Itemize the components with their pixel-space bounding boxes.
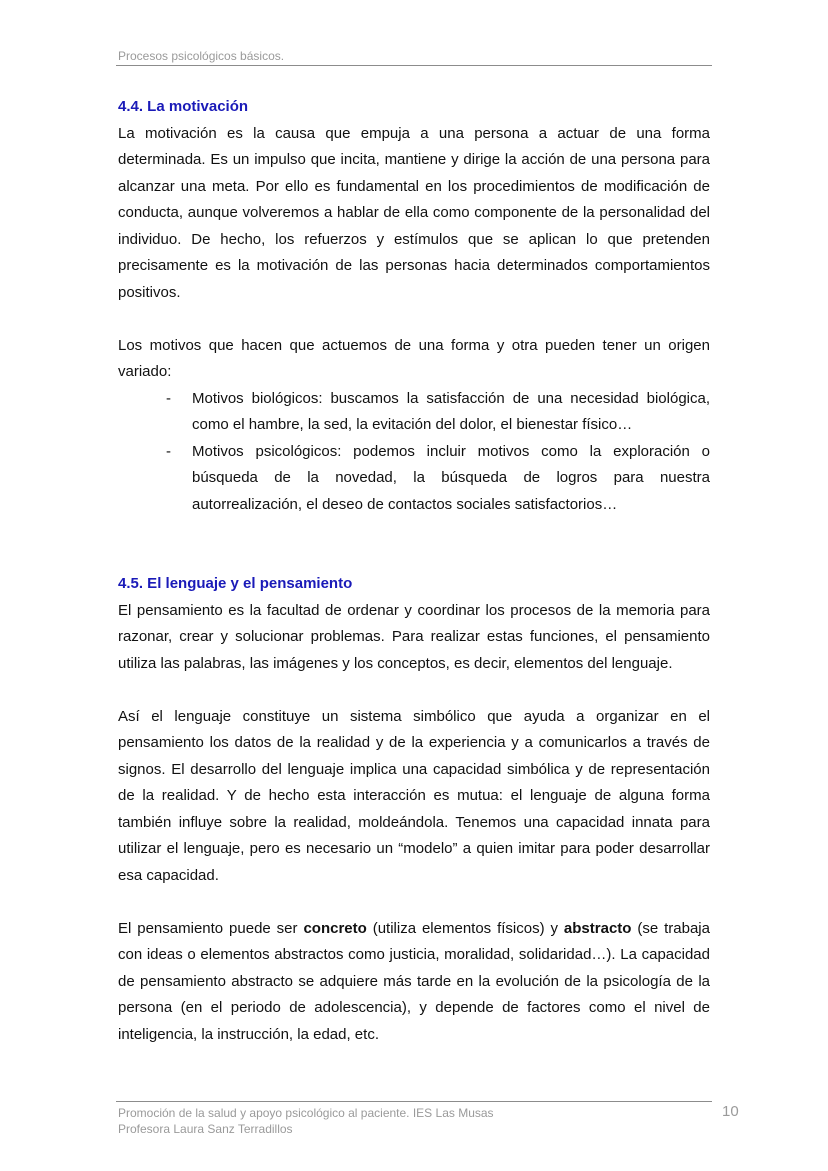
text-run: (utiliza elementos físicos) y	[366, 919, 564, 937]
list-item-text: Motivos biológicos: buscamos la satisfacción de una necesidad biológica, como el hambre, la sed, la evitación del dolor, el bienestar físico…	[192, 389, 710, 433]
list-item	[118, 439, 710, 519]
header-divider	[116, 65, 712, 66]
list-item-text: Motivos psicológicos: podemos incluir motivos como la exploración o búsqueda de la novedad, la búsqueda de logros para nuestra autorrealización, el deseo de contactos sociales satisfactorios…	[192, 442, 710, 513]
page-content	[118, 94, 710, 1048]
footer-line-2: Profesora Laura Sanz Terradillos	[118, 1121, 293, 1136]
section-heading-lenguaje: 4.5. El lenguaje y el pensamiento	[118, 575, 353, 592]
footer-divider	[116, 1101, 712, 1102]
section-heading-motivacion: 4.4. La motivación	[118, 98, 249, 115]
lenguaje-paragraph-3	[118, 916, 710, 1049]
motivacion-paragraph-2: Los motivos que hacen que actuemos de una forma y otra pueden tener un origen variado:	[118, 336, 710, 380]
lenguaje-paragraph-1: El pensamiento es la facultad de ordenar y coordinar los procesos de la memoria para razonar, crear y solucionar problemas. Para realizar estas funciones, el pensamiento utiliza las palabras, las imágenes y los conceptos, es decir, elementos del lenguaje.	[118, 601, 710, 672]
list-item	[118, 386, 710, 439]
list-dash: -	[166, 389, 171, 407]
lenguaje-paragraph-2: Así el lenguaje constituye un sistema simbólico que ayuda a organizar en el pensamiento los datos de la realidad y de la experiencia y a comunicarlos a través de signos. El desarrollo del lenguaje implica una capacidad simbólica y de representación de la realidad. Y de hecho esta interacción es mutua: el lenguaje de alguna forma también influye sobre la realidad, moldeándola. Tenemos una capacidad innata para utilizar el lenguaje, pero es necesario un “modelo” a quien imitar para poder desarrollar esa capacidad.	[118, 707, 710, 884]
motivacion-paragraph-1: La motivación es la causa que empuja a una persona a actuar de una forma determinada. Es un impulso que incita, mantiene y dirige la acción de una persona para alcanzar una meta. Por ello es fundamental en los procedimientos de modificación de conducta, aunque volveremos a hablar de ella como componente de la personalidad del individuo. De hecho, los refuerzos y estímulos que se aplican lo que pretenden precisamente es la motivación de las personas hacia determinados comportamientos positivos.	[118, 124, 710, 301]
bold-term-abstracto: abstracto	[563, 919, 632, 937]
bold-term-concreto: concreto	[303, 919, 367, 937]
list-dash: -	[166, 442, 171, 460]
text-run: (se trabaja con ideas o elementos abstractos como justicia, moralidad, solidaridad…). La capacidad de pensamiento abstracto se adquiere más tarde en la evolución de la psicología de la persona (en el periodo de adolescencia), y depende de factores como el nivel de inteligencia, la instrucción, la edad, etc.	[118, 919, 710, 1043]
motives-list	[118, 386, 710, 519]
page-footer	[118, 1106, 494, 1137]
page-header: Procesos psicológicos básicos.	[118, 49, 285, 63]
text-run: El pensamiento puede ser	[118, 919, 304, 937]
page-number: 10	[722, 1103, 739, 1120]
footer-line-1: Promoción de la salud y apoyo psicológico al paciente. IES Las Musas	[118, 1106, 494, 1120]
